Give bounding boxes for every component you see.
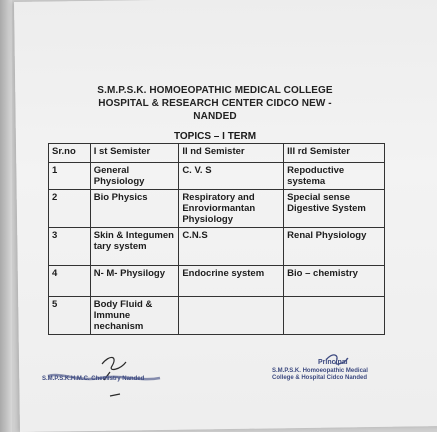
cell-sem1: Bio Physics [90, 190, 179, 228]
cell-sem1: N- M- Physilogy [90, 266, 179, 297]
header-srno: Sr.no [49, 144, 91, 163]
signature-tail-icon [110, 394, 120, 396]
page-edge-shadow [0, 0, 12, 432]
cell-sem3: Bio – chemistry [284, 266, 385, 297]
cell-sem3 [284, 297, 385, 335]
table-row [49, 266, 385, 297]
table-header-row [49, 144, 385, 163]
table-row [49, 297, 385, 335]
left-stamp-text [42, 376, 144, 382]
cell-sem2: Respiratory and Enroviormantan Physiology [179, 190, 284, 228]
header-sem1: I st Semister [90, 144, 179, 163]
cell-sem1: Body Fluid & Immune nechanism [90, 297, 179, 335]
cell-sem3: Repoductive systema [284, 163, 385, 190]
topics-title: TOPICS – I TERM [173, 131, 257, 142]
table-row [49, 228, 385, 266]
cell-sem2: C.N.S [179, 228, 284, 266]
right-stamp-text [272, 368, 368, 382]
left-stamp-line-2: Nanded [122, 376, 145, 382]
cell-srno: 4 [49, 266, 91, 297]
topics-table [48, 143, 385, 335]
left-stamp-line-1: S.M.P.S.K.H.M.C. Chemistry [42, 376, 121, 382]
header-sem3: III rd Semister [284, 144, 385, 163]
cell-sem2: Endocrine system [179, 266, 284, 297]
cell-sem3: Renal Physiology [284, 228, 385, 266]
table-row [49, 163, 385, 190]
heading-line-3: NANDED [193, 111, 237, 122]
cell-srno: 1 [49, 163, 91, 190]
header-sem2: II nd Semister [179, 144, 284, 163]
cell-srno: 2 [49, 190, 91, 228]
cell-srno: 3 [49, 228, 91, 266]
principal-label: Principal [318, 359, 348, 366]
cell-sem1: Skin & Integumen tary system [90, 228, 179, 266]
heading-line-1: S.M.P.S.K. HOMOEOPATHIC MEDICAL COLLEGE [97, 85, 333, 96]
right-stamp-line-2: College & Hospital Cidco Nanded [272, 375, 368, 381]
right-stamp-line-1: S.M.P.S.K. Homoeopathic Medical [272, 368, 368, 374]
cell-sem3: Special sense Digestive System [284, 190, 385, 228]
college-heading [40, 84, 390, 123]
cell-sem1: General Physiology [90, 163, 179, 190]
cell-srno: 5 [49, 297, 91, 335]
table-row [49, 190, 385, 228]
cell-sem2: C. V. S [179, 163, 284, 190]
heading-line-2: HOSPITAL & RESEARCH CENTER CIDCO NEW - [98, 98, 332, 109]
cell-sem2 [179, 297, 284, 335]
